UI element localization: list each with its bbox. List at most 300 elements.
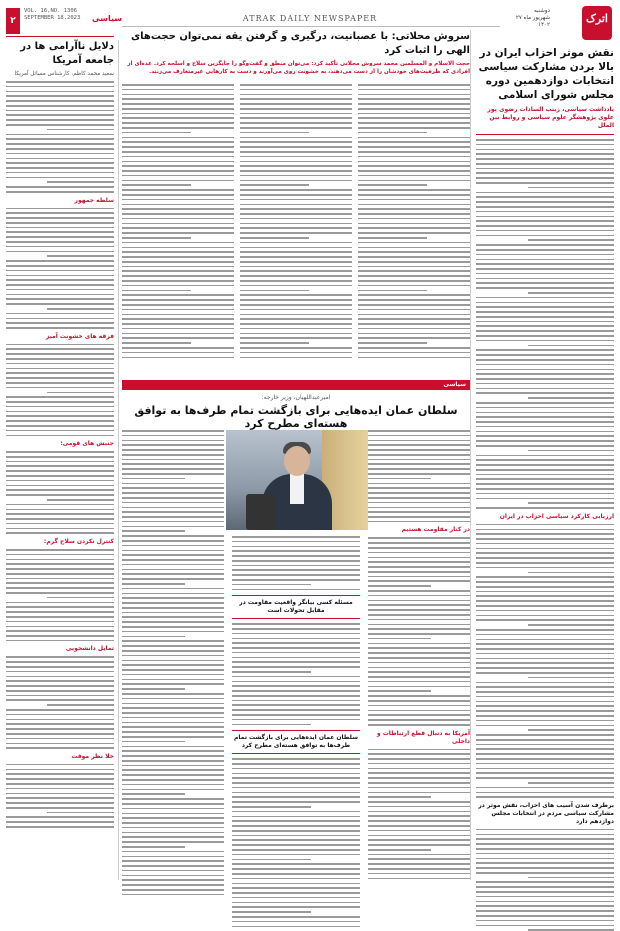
date-full: ۲۷ شهریور ماه ۱۴۰۲ [515,15,550,28]
text-line [122,621,224,623]
text-line [476,407,614,409]
text-line [122,127,234,129]
text-line [6,747,114,749]
text-line [368,604,470,606]
text-line [368,444,470,446]
text-line [232,676,360,678]
text-line [232,763,360,765]
text-line [358,175,470,177]
text-line [240,270,352,272]
text-line [368,835,470,837]
text-line [240,103,352,105]
text-line [240,342,309,344]
text-line [232,623,360,625]
text-line [6,401,114,403]
text-line [122,280,234,282]
text-line [358,347,470,349]
text-line [122,860,224,862]
text-line [368,792,470,794]
text-line [6,177,114,179]
text-line [476,435,614,437]
text-line [476,610,614,612]
text-line [6,582,114,584]
text-line [122,151,234,153]
text-line [368,473,470,475]
text-line [6,124,114,126]
text-line [6,719,114,721]
text-line [476,591,614,593]
text-line [240,127,352,129]
text-line [368,468,470,470]
text-line [122,636,185,638]
text-line [232,921,360,923]
text-line [122,323,234,325]
text-line [122,511,224,513]
text-lines [6,764,114,828]
text-line [122,290,191,292]
text-line [232,839,360,841]
text-line [232,811,360,813]
text-line [528,677,614,679]
text-line [358,314,470,316]
text-line [368,849,431,851]
text-line [6,265,114,267]
text-line [6,382,114,384]
text-line [358,122,470,124]
text-line [476,507,614,509]
text-line [476,364,614,366]
section-bar-label: سیاسی [443,381,466,388]
text-line [476,629,614,631]
text-line [122,846,185,848]
text-line [476,562,614,564]
text-line [6,415,114,417]
right-article-body [476,524,614,798]
text-line [122,722,224,724]
text-line [122,103,234,105]
left-column-article [6,40,114,880]
text-line [476,488,614,490]
text-line [368,502,470,504]
text-line [6,616,114,618]
text-line [358,227,470,229]
text-line [476,838,614,840]
text-line [122,631,224,633]
text-line [528,397,614,399]
text-line [368,547,470,549]
middle-story-subhead: در کنار مقاومت هستیم [401,526,470,534]
text-line [122,817,224,819]
text-line [358,132,427,134]
text-line [6,172,114,174]
section-bar [122,380,470,390]
text-line [6,241,114,243]
text-line [122,836,224,838]
text-line [6,212,114,214]
text-line [6,573,114,575]
text-column [122,430,224,895]
text-line [476,220,614,222]
text-line [122,655,224,657]
text-line [368,873,470,875]
text-line [122,674,224,676]
text-line [6,322,114,324]
text-line [6,100,114,102]
right-rule [476,134,614,135]
text-line [476,843,614,845]
text-line [368,566,470,568]
text-line [122,449,224,451]
text-line [122,247,234,249]
text-line [6,275,114,277]
text-line [6,626,114,628]
text-line [232,873,360,875]
text-line [6,461,114,463]
text-line [6,592,114,594]
paper-name: ATRAK DAILY NEWSPAPER [242,14,378,23]
text-line [232,878,360,880]
text-line [368,758,470,760]
text-line [358,213,470,215]
text-line [122,660,224,662]
text-line [232,806,311,808]
text-line [240,218,352,220]
left-article-byline: سعید محمد کاظم، کارشناس مسائل آمریکا [14,71,114,77]
text-line [476,172,614,174]
text-line [476,725,614,727]
text-line [476,192,614,194]
text-line [6,208,114,210]
text-line [476,658,614,660]
text-line [122,602,224,604]
text-line [6,528,114,530]
text-line [368,643,470,645]
text-line [232,887,360,889]
text-line [122,559,224,561]
text-line [122,84,234,86]
text-line [232,859,311,861]
text-line [47,181,114,183]
text-line [358,237,427,239]
text-line [528,345,614,347]
text-line [368,624,470,626]
text-line [6,420,114,422]
text-line [122,516,224,518]
text-line [6,773,114,775]
text-line [240,89,352,91]
text-line [6,143,114,145]
text-line [368,507,470,509]
text-line [6,387,114,389]
text-line [122,760,224,762]
text-line [122,693,224,695]
text-line [476,211,614,213]
text-line [232,926,360,928]
text-line [122,483,224,485]
text-line [368,609,470,611]
text-line [368,768,470,770]
text-line [528,782,614,784]
text-line [6,110,114,112]
left-article-subhead: خلا نظر موقت [71,752,114,760]
text-line [122,717,224,719]
text-line [232,906,360,908]
text-line [368,580,470,582]
text-line [122,337,234,339]
text-line [232,685,360,687]
text-line [122,237,191,239]
text-line [122,779,224,781]
text-line [122,180,234,182]
text-line [358,180,470,182]
text-line [122,645,224,647]
header-rule [122,26,500,27]
text-line [368,681,470,683]
text-line [476,388,614,390]
text-line [6,227,114,229]
text-line [476,662,614,664]
text-line [476,792,614,794]
text-line [6,475,114,477]
text-line [122,755,224,757]
text-line [6,377,114,379]
text-line [240,94,352,96]
text-line [122,357,234,359]
text-line [476,464,614,466]
text-line [47,812,114,814]
text-line [122,270,234,272]
text-line [122,184,191,186]
text-line [6,119,114,121]
text-line [476,691,614,693]
text-line [232,902,360,904]
text-line [358,170,470,172]
text-line [122,473,224,475]
text-line [476,715,614,717]
text-line [476,763,614,765]
text-line [528,572,614,574]
text-line [122,731,224,733]
text-line [232,666,360,668]
text-line [122,227,234,229]
text-line [232,589,360,591]
text-line [122,156,234,158]
text-line [368,753,470,755]
text-line [6,671,114,673]
text-line [6,260,114,262]
text-column [122,84,234,374]
text-line [122,832,224,834]
text-line [122,117,234,119]
text-line [476,483,614,485]
top-story-body [122,84,470,374]
text-line [476,915,614,917]
text-line [232,883,360,885]
text-line [368,782,470,784]
text-line [122,703,224,705]
text-line [240,290,309,292]
middle-story-kicker: امیرعبداللهیان، وزیر خارجه: [261,394,331,401]
text-line [476,705,614,707]
photo-microphones [246,494,276,530]
text-line [6,406,114,408]
text-line [240,237,309,239]
text-line [122,530,185,532]
text-line [476,149,614,151]
text-line [476,278,614,280]
text-line [122,318,234,320]
text-line [122,870,224,872]
text-line [122,435,224,437]
text-line [368,459,470,461]
text-line [122,521,224,523]
text-line [6,465,114,467]
text-line [358,333,470,335]
text-line [240,184,309,186]
text-line [240,309,352,311]
text-line [476,834,614,836]
text-line [476,920,614,922]
text-line [6,602,114,604]
text-line [476,493,614,495]
text-line [368,492,470,494]
text-line [358,194,470,196]
text-line [240,357,352,359]
text-line [47,392,114,394]
text-line [368,854,470,856]
text-line [232,661,360,663]
right-article-subhead: ارزیابی کارکرد سیاسی احزاب در ایران [499,512,614,520]
text-line [476,321,614,323]
text-line [368,763,470,765]
text-line [358,299,470,301]
text-line [358,208,470,210]
text-line [122,793,185,795]
text-line [6,363,114,365]
text-line [6,640,114,642]
text-line [122,750,224,752]
text-line [368,542,470,544]
text-line [122,841,224,843]
text-line [6,270,114,272]
text-line [240,337,352,339]
text-line [358,108,470,110]
text-line [6,430,114,432]
text-line [476,615,614,617]
text-line [368,454,470,456]
text-line [368,806,470,808]
text-line [6,91,114,93]
text-line [240,213,352,215]
text-line [6,690,114,692]
text-line [6,456,114,458]
text-line [6,95,114,97]
text-line [476,249,614,251]
text-line [476,686,614,688]
text-line [6,587,114,589]
text-line [6,733,114,735]
text-line [6,504,114,506]
text-line [358,161,470,163]
text-line [476,634,614,636]
volume-number: VOL. 16,NO. 1306 [24,8,77,14]
text-line [6,611,114,613]
text-line [368,440,470,442]
text-line [240,141,352,143]
text-line [476,557,614,559]
date-persian [506,8,550,29]
text-line [240,251,352,253]
text-line [476,392,614,394]
text-line [122,328,234,330]
text-line [476,259,614,261]
text-line [368,638,431,640]
text-line [358,242,470,244]
text-line [240,170,352,172]
text-line [122,856,224,858]
text-line [122,285,234,287]
text-line [476,648,614,650]
text-line [358,127,470,129]
text-line [240,314,352,316]
text-line [232,782,360,784]
text-line [476,455,614,457]
text-line [476,567,614,569]
text-lines [122,430,224,895]
text-line [232,820,360,822]
text-line [358,232,470,234]
newspaper-logo [552,6,612,40]
text-line [122,851,224,853]
text-line [240,122,352,124]
text-line [368,614,470,616]
text-line [6,81,114,83]
text-line [6,294,114,296]
text-line [122,679,224,681]
text-line [47,499,114,501]
text-line [240,347,352,349]
text-line [368,714,470,716]
text-line [368,839,470,841]
text-line [476,201,614,203]
text-line [240,285,352,287]
text-line [240,256,352,258]
text-line [232,816,360,818]
text-line [358,357,470,359]
text-line [240,84,352,86]
text-line [122,440,224,442]
text-line [6,470,114,472]
text-line [6,630,114,632]
news-photo [226,430,368,530]
text-line [6,411,114,413]
text-line [232,897,360,899]
text-line [232,555,360,557]
text-line [358,337,470,339]
text-line [358,285,470,287]
text-line [368,705,470,707]
text-line [476,748,614,750]
text-line [368,449,470,451]
text-line [232,550,360,552]
photo-person-head [284,446,310,476]
text-line [240,156,352,158]
text-line [232,796,360,798]
text-line [358,184,427,186]
text-line [368,552,470,554]
text-line [358,94,470,96]
text-line [122,588,224,590]
